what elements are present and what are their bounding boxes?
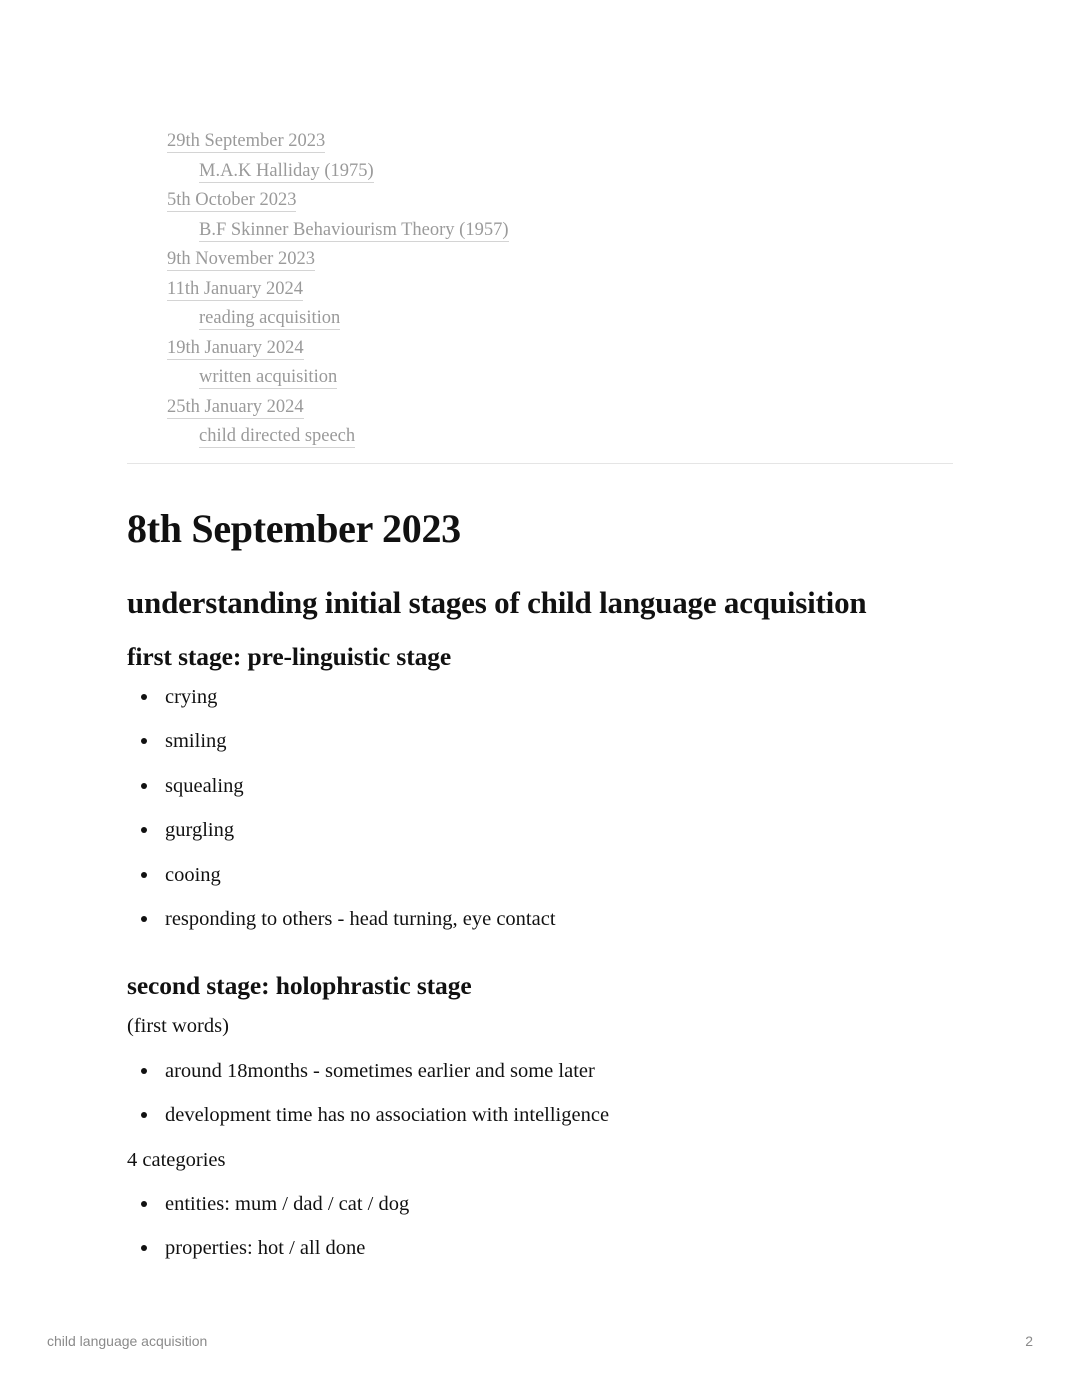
list-item: around 18months - sometimes earlier and some later — [127, 1049, 953, 1093]
list-item: gurgling — [127, 808, 953, 852]
categories-label: 4 categories — [127, 1148, 226, 1171]
toc-link[interactable]: 11th January 2024 — [167, 278, 303, 299]
table-of-contents — [167, 128, 953, 453]
list-item: crying — [127, 675, 953, 719]
toc-link[interactable]: 5th October 2023 — [167, 190, 297, 210]
second-stage-note: (first words) — [127, 1015, 229, 1038]
list-item: responding to others - head turning, eye contact — [127, 897, 953, 941]
toc-link[interactable]: M.A.K Halliday (1975) — [199, 160, 374, 181]
section-subtitle: understanding initial stages of child language acquisition — [127, 585, 867, 620]
toc-item — [167, 246, 953, 276]
second-stage-list — [127, 1049, 953, 1138]
first-stage-heading: first stage: pre-linguistic stage — [127, 642, 452, 671]
toc-link[interactable]: child directed speech — [199, 426, 356, 446]
list-item: squealing — [127, 764, 953, 808]
list-item: cooing — [127, 853, 953, 897]
toc-item — [167, 187, 953, 217]
toc-link[interactable]: written acquisition — [199, 367, 338, 387]
second-stage-heading: second stage: holophrastic stage — [127, 971, 472, 1001]
toc-link[interactable]: 29th September 2023 — [167, 131, 326, 151]
list-item: development time has no association with intelligence — [127, 1093, 953, 1137]
section-content — [127, 500, 953, 1271]
footer-page-number: 2 — [1025, 1333, 1033, 1349]
list-item: entities: mum / dad / cat / dog — [127, 1182, 953, 1226]
section-divider — [127, 463, 953, 464]
toc-item — [167, 158, 953, 188]
toc-item — [167, 394, 953, 424]
toc-link[interactable]: 25th January 2024 — [167, 396, 304, 417]
toc-link[interactable]: B.F Skinner Behaviourism Theory (1957) — [199, 219, 509, 240]
toc-item — [167, 423, 953, 453]
toc-item — [167, 364, 953, 394]
toc-item — [167, 305, 953, 335]
footer-document-title: child language acquisition — [47, 1333, 208, 1349]
toc-link[interactable]: reading acquisition — [199, 308, 341, 328]
toc-item — [167, 217, 953, 247]
toc-item — [167, 276, 953, 306]
first-stage-list — [127, 675, 953, 941]
toc-item — [167, 128, 953, 158]
list-item: smiling — [127, 719, 953, 763]
list-item: properties: hot / all done — [127, 1226, 953, 1270]
date-heading: 8th September 2023 — [127, 506, 461, 551]
toc-link[interactable]: 19th January 2024 — [167, 337, 304, 358]
categories-list — [127, 1182, 953, 1271]
toc-item — [167, 335, 953, 365]
toc-link[interactable]: 9th November 2023 — [167, 249, 315, 269]
